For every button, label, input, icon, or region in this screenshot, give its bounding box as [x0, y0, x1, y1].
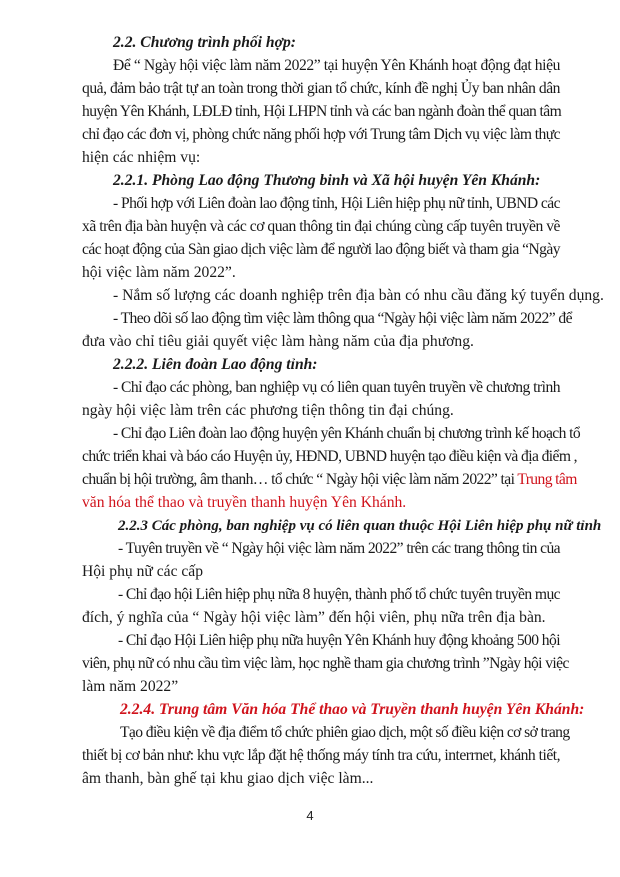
paragraph-line: Tạo điều kiện về địa điểm tổ chức phiên giao dịch, một số điều kiện cơ sở trang: [120, 724, 570, 741]
highlighted-text: Trung tâm: [517, 471, 577, 488]
paragraph-line: - Chỉ đạo Hội Liên hiệp phụ nữa huyện Yên Khánh huy động khoảng 500 hội: [118, 632, 560, 649]
paragraph-line: âm thanh, bàn ghế tại khu giao dịch việc làm...: [82, 770, 374, 787]
paragraph-line: viên, phụ nữ có nhu cầu tìm việc làm, học nghề tham gia chương trình ”Ngày hội việc: [82, 655, 569, 672]
paragraph-line: chức triển khai và báo cáo Huyện ủy, HĐND, UBND huyện tạo điều kiện và địa điểm ,: [82, 448, 577, 465]
paragraph-line: quả, đảm bảo trật tự an toàn trong thời gian tổ chức, kính đề nghị Ủy ban nhân dân: [82, 80, 560, 97]
paragraph-line: - Nắm số lượng các doanh nghiệp trên địa bàn có nhu cầu đăng ký tuyển dụng.: [113, 287, 604, 304]
paragraph-line: - Theo dõi số lao động tìm việc làm thông qua “Ngày hội việc làm năm 2022” để: [113, 310, 572, 327]
section-heading-2-2: 2.2. Chương trình phối hợp:: [113, 34, 296, 51]
paragraph-line: thiết bị cơ bản như: khu vực lắp đặt hệ thống máy tính tra cứu, interrnet, khánh tiết,: [82, 747, 560, 764]
paragraph-line: - Chỉ đạo các phòng, ban nghiệp vụ có liên quan tuyên truyền về chương trình: [113, 379, 560, 396]
paragraph-line: huyện Yên Khánh, LĐLĐ tỉnh, Hội LHPN tỉnh và các ban ngành đoàn thể quan tâm: [82, 103, 562, 120]
paragraph-line: hội việc làm năm 2022”.: [82, 264, 236, 281]
paragraph-line: làm năm 2022”: [82, 678, 179, 695]
paragraph-line: [82, 469, 577, 491]
paragraph-line: đích, ý nghĩa của “ Ngày hội việc làm” đến hội viên, phụ nữa trên địa bàn.: [82, 609, 546, 626]
section-heading-2-2-2: 2.2.2. Liên đoàn Lao động tỉnh:: [113, 356, 318, 373]
paragraph-line: Hội phụ nữ các cấp: [82, 563, 204, 580]
paragraph-line: - Tuyên truyền về “ Ngày hội việc làm năm 2022” trên các trang thông tin của: [118, 540, 560, 557]
section-heading-2-2-4: 2.2.4. Trung tâm Văn hóa Thể thao và Truyền thanh huyện Yên Khánh:: [120, 701, 585, 718]
line-text: chuẩn bị hội trường, âm thanh… tổ chức “ Ngày hội việc làm năm 2022” tại: [82, 471, 518, 488]
paragraph-line: đưa vào chỉ tiêu giải quyết việc làm hàng năm của địa phương.: [82, 333, 474, 350]
page-number: 4: [306, 808, 314, 823]
paragraph-line: xã trên địa bàn huyện và các cơ quan thông tin đại chúng cùng cấp tuyên truyền về: [82, 218, 560, 235]
paragraph-line: hiện các nhiệm vụ:: [82, 149, 201, 166]
paragraph-line: - Chỉ đạo hội Liên hiệp phụ nữa 8 huyện, thành phố tổ chức tuyên truyền mục: [118, 586, 560, 603]
paragraph-line: chỉ đạo các đơn vị, phòng chức năng phối hợp với Trung tâm Dịch vụ việc làm thực: [82, 126, 560, 143]
paragraph-line: - Chỉ đạo Liên đoàn lao động huyện yên Khánh chuẩn bị chương trình kế hoạch tổ: [113, 425, 581, 442]
section-heading-2-2-3: 2.2.3 Các phòng, ban nghiệp vụ có liên quan thuộc Hội Liên hiệp phụ nữ tỉnh: [118, 518, 602, 534]
paragraph-line: - Phối hợp với Liên đoàn lao động tỉnh, Hội Liên hiệp phụ nữ tỉnh, UBND các: [113, 195, 560, 212]
section-heading-2-2-1: 2.2.1. Phòng Lao động Thương binh và Xã hội huyện Yên Khánh:: [113, 172, 541, 189]
paragraph-line: ngày hội việc làm trên các phương tiện thông tin đại chúng.: [82, 402, 454, 419]
paragraph-line: các hoạt động của Sàn giao dịch việc làm để người lao động biết và tham gia “Ngày: [82, 241, 560, 258]
highlighted-paragraph-line: văn hóa thể thao và truyền thanh huyện Yên Khánh.: [82, 494, 407, 511]
paragraph-line: Để “ Ngày hội việc làm năm 2022” tại huyện Yên Khánh hoạt động đạt hiệu: [113, 57, 560, 74]
